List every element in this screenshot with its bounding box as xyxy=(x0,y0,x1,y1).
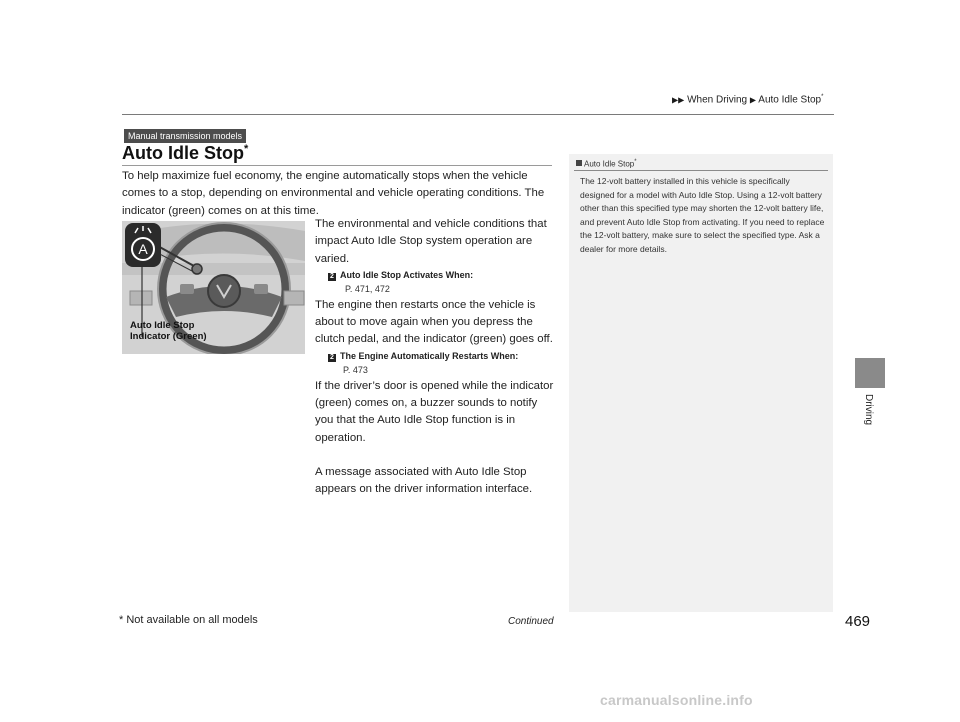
chapter-tab-text: Driving xyxy=(863,394,874,426)
breadcrumb-item-auto-idle-stop[interactable]: Auto Idle Stop xyxy=(758,94,822,106)
title-rule xyxy=(122,165,552,166)
body-paragraph-4: A message associated with Auto Idle Stop appears on the driver information interface. xyxy=(315,465,533,496)
reference-arrow-icon: 2 xyxy=(328,273,336,281)
breadcrumb-arrow-icon: ▶▶ xyxy=(672,95,685,105)
title-asterisk: * xyxy=(243,143,249,155)
chapter-tab[interactable] xyxy=(855,358,885,388)
continued-label: Continued xyxy=(508,616,554,627)
sidebar-asterisk: * xyxy=(634,159,637,165)
section-tag: Manual transmission models xyxy=(124,129,246,143)
body-paragraph-3: If the driver’s door is opened while the indicator (green) comes on, a buzzer sounds to notify you that the Auto Idle Stop function is in operation. xyxy=(315,379,554,444)
page-title xyxy=(122,143,248,164)
breadcrumb xyxy=(672,94,823,105)
xref-2-title[interactable]: The Engine Automatically Restarts When: xyxy=(340,350,519,361)
cross-reference-2[interactable] xyxy=(328,351,557,362)
indicator-letter: A xyxy=(138,241,148,257)
page-number: 469 xyxy=(845,613,871,630)
sidebar-text: The 12-volt battery installed in this vehicle is specifically designed for a model with Auto Idle Stop. Using a 12-volt battery other than this specified type may shorten the 12-volt battery life, and prevent Auto Idle Stop from activating. If you need to replace the 12-volt battery, make sure to select the specified type. Ask a dealer for more details. xyxy=(580,176,825,254)
header-rule xyxy=(122,114,834,115)
figure-callout-label xyxy=(130,320,207,342)
asterisk: * xyxy=(821,94,824,100)
sidebar-heading-text: Auto Idle Stop xyxy=(584,159,635,169)
intro-paragraph: To help maximize fuel economy, the engine automatically stops when the vehicle comes to a stop, depending on environmental and vehicle operating conditions. The indicator (green) comes on at this time. xyxy=(122,170,545,217)
sidebar-heading xyxy=(576,159,637,169)
breadcrumb-item-when-driving[interactable]: When Driving xyxy=(687,94,748,106)
page-title-text: Auto Idle Stop xyxy=(122,143,244,163)
footnote: * Not available on all models xyxy=(119,614,258,626)
xref-1-title[interactable]: Auto Idle Stop Activates When: xyxy=(340,269,474,280)
watermark: carmanualsonline.info xyxy=(600,692,753,708)
cross-reference-1[interactable] xyxy=(328,270,557,281)
xref-1-page[interactable]: P. 471, 472 xyxy=(345,283,390,294)
figure-label-line1: Auto Idle Stop xyxy=(130,320,195,331)
body-paragraph-1: The environmental and vehicle conditions that impact Auto Idle Stop system operation are varied. xyxy=(315,218,547,265)
body-text xyxy=(315,216,557,499)
body-paragraph-2: The engine then restarts once the vehicle is about to move again when you depress the clutch pedal, and the indicator (green) goes off. xyxy=(315,298,553,346)
sidebar-rule xyxy=(574,170,828,171)
note-icon xyxy=(576,160,582,166)
breadcrumb-arrow-icon: ▶ xyxy=(749,95,757,105)
figure-label-line2: Indicator (Green) xyxy=(130,331,207,342)
xref-2-page[interactable]: P. 473 xyxy=(343,364,368,375)
chapter-tab-label xyxy=(862,394,878,444)
reference-arrow-icon: 2 xyxy=(328,354,336,362)
